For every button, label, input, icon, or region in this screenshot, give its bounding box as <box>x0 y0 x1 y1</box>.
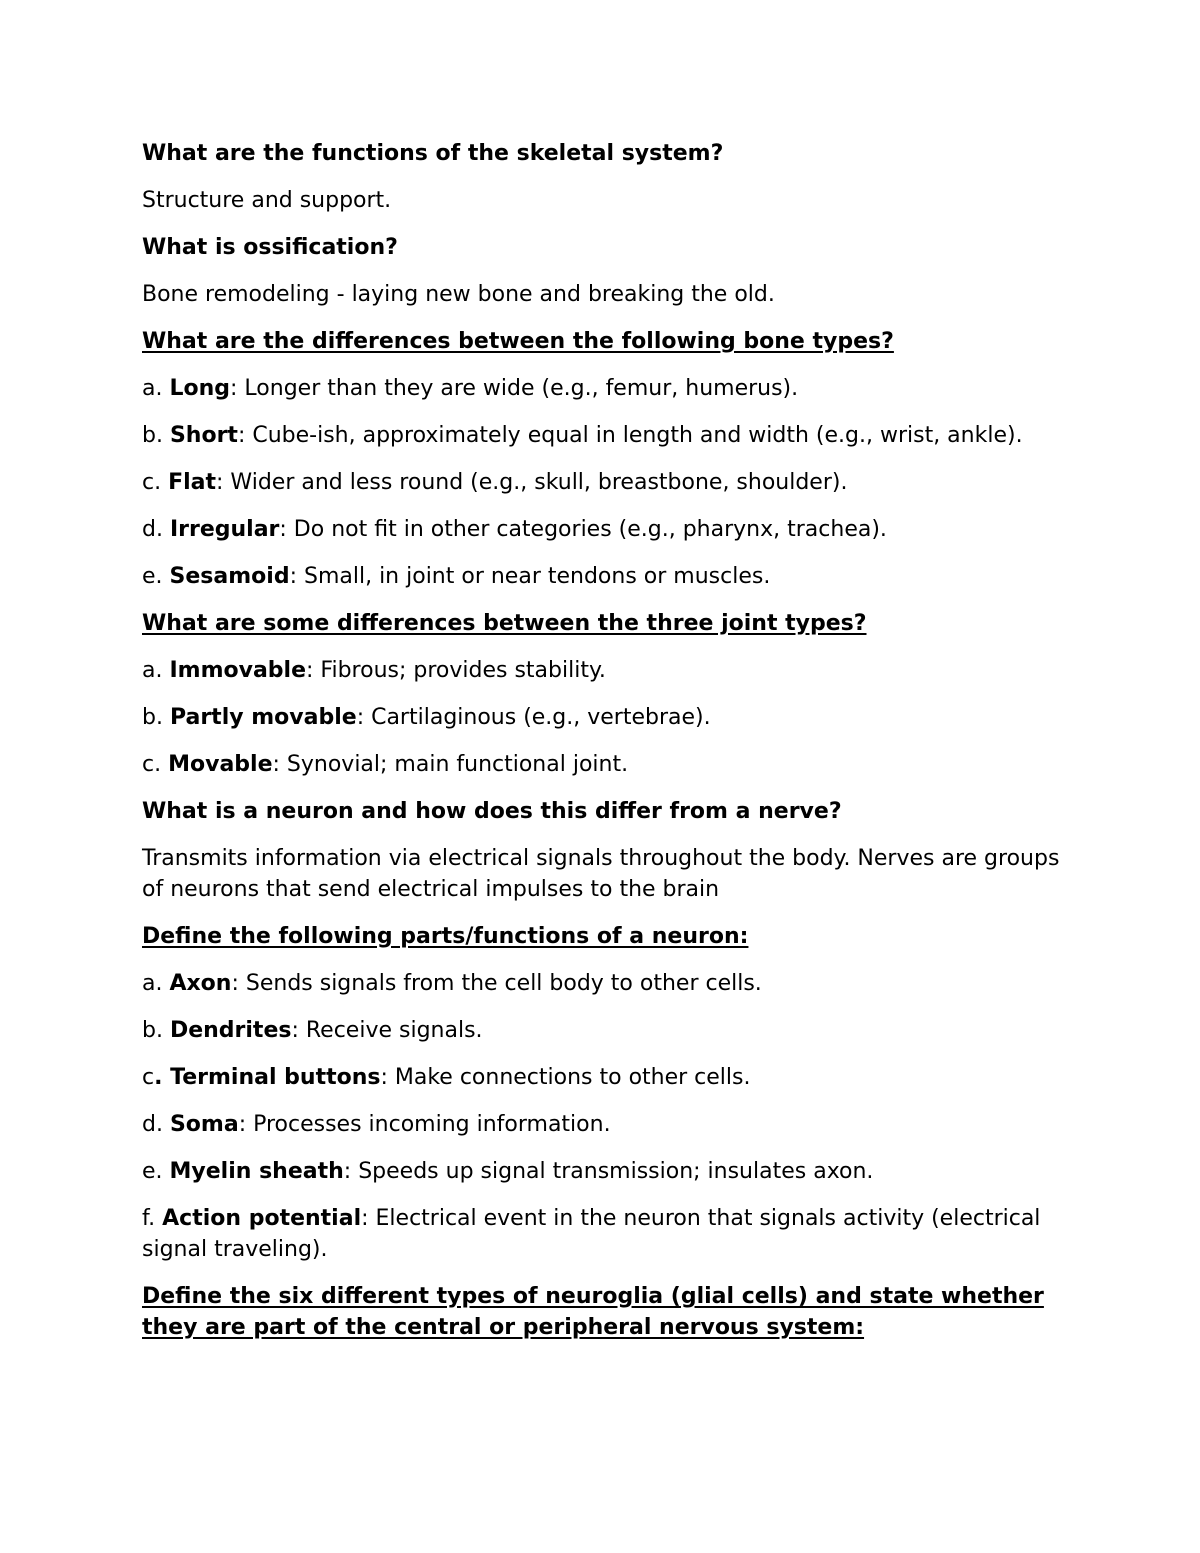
list-item-neuron-terminal-buttons <box>142 1062 1062 1093</box>
item-desc: : Make connections to other cells. <box>380 1065 751 1090</box>
question-skeletal-functions: What are the functions of the skeletal system? <box>142 141 724 166</box>
item-prefix: b. <box>142 423 170 448</box>
question-neuroglia-types: Define the six different types of neuroglia (glial cells) and state whether they are part of the central or peripheral nervous system: <box>142 1284 1044 1340</box>
item-prefix: c <box>142 1065 155 1090</box>
item-prefix: e. <box>142 1159 170 1184</box>
question-neuron-parts: Define the following parts/functions of a neuron: <box>142 924 749 949</box>
item-term: Movable <box>168 752 273 777</box>
list-item-neuron-myelin-sheath <box>142 1156 1062 1187</box>
list-item-bone-short <box>142 420 1062 451</box>
item-term: Long <box>169 376 231 401</box>
item-desc: : Processes incoming information. <box>238 1112 611 1137</box>
list-item-neuron-axon <box>142 968 1062 999</box>
question-ossification: What is ossification? <box>142 235 398 260</box>
item-desc: : Cube-ish, approximately equal in length and width (e.g., wrist, ankle). <box>237 423 1023 448</box>
item-term: Axon <box>169 971 232 996</box>
item-term: Flat <box>168 470 217 495</box>
item-term: Sesamoid <box>169 564 290 589</box>
item-desc: : Longer than they are wide (e.g., femur, humerus). <box>230 376 799 401</box>
item-term: Soma <box>169 1112 239 1137</box>
item-desc: : Cartilaginous (e.g., vertebrae). <box>356 705 711 730</box>
question-neuron-vs-nerve: What is a neuron and how does this differ from a nerve? <box>142 799 842 824</box>
item-prefix: d. <box>142 1112 170 1137</box>
list-item-joint-immovable <box>142 655 1062 686</box>
item-term: Myelin sheath <box>169 1159 344 1184</box>
item-desc: : Receive signals. <box>291 1018 483 1043</box>
item-term: Short <box>169 423 238 448</box>
document-page <box>142 138 1062 1359</box>
item-prefix: e. <box>142 564 170 589</box>
item-term: Dendrites <box>169 1018 292 1043</box>
list-item-joint-partly-movable <box>142 702 1062 733</box>
item-term: Irregular <box>169 517 280 542</box>
item-desc: : Electrical event in the neuron that signals activity (electrical signal traveling). <box>142 1206 1041 1262</box>
item-prefix: b. <box>142 1018 170 1043</box>
item-term: Immovable <box>169 658 307 683</box>
answer-neuron-vs-nerve: Transmits information via electrical signals throughout the body. Nerves are groups of neurons that send electrical impulses to the brain <box>142 846 1060 902</box>
item-prefix: c. <box>142 752 169 777</box>
list-item-joint-movable <box>142 749 1062 780</box>
answer-ossification: Bone remodeling - laying new bone and breaking the old. <box>142 282 775 307</box>
item-prefix: a. <box>142 658 170 683</box>
list-item-bone-long <box>142 373 1062 404</box>
item-term: . Terminal buttons <box>154 1065 381 1090</box>
item-desc: : Speeds up signal transmission; insulates axon. <box>343 1159 874 1184</box>
list-item-neuron-soma <box>142 1109 1062 1140</box>
list-item-bone-sesamoid <box>142 561 1062 592</box>
item-desc: : Small, in joint or near tendons or muscles. <box>289 564 771 589</box>
item-desc: : Wider and less round (e.g., skull, breastbone, shoulder). <box>216 470 848 495</box>
item-term: Partly movable <box>169 705 357 730</box>
item-prefix: c. <box>142 470 169 495</box>
list-item-bone-irregular <box>142 514 1062 545</box>
item-desc: : Fibrous; provides stability. <box>306 658 606 683</box>
item-desc: : Synovial; main functional joint. <box>272 752 629 777</box>
question-bone-types: What are the differences between the following bone types? <box>142 329 894 354</box>
item-prefix: d. <box>142 517 170 542</box>
list-item-neuron-dendrites <box>142 1015 1062 1046</box>
item-prefix: b. <box>142 705 170 730</box>
item-desc: : Sends signals from the cell body to other cells. <box>231 971 762 996</box>
list-item-bone-flat <box>142 467 1062 498</box>
item-prefix: a. <box>142 376 170 401</box>
answer-skeletal-functions: Structure and support. <box>142 188 392 213</box>
list-item-neuron-action-potential <box>142 1203 1062 1265</box>
item-desc: : Do not fit in other categories (e.g., pharynx, trachea). <box>279 517 887 542</box>
item-prefix: f. <box>142 1206 163 1231</box>
item-term: Action potential <box>162 1206 362 1231</box>
item-prefix: a. <box>142 971 170 996</box>
question-joint-types: What are some differences between the three joint types? <box>142 611 867 636</box>
